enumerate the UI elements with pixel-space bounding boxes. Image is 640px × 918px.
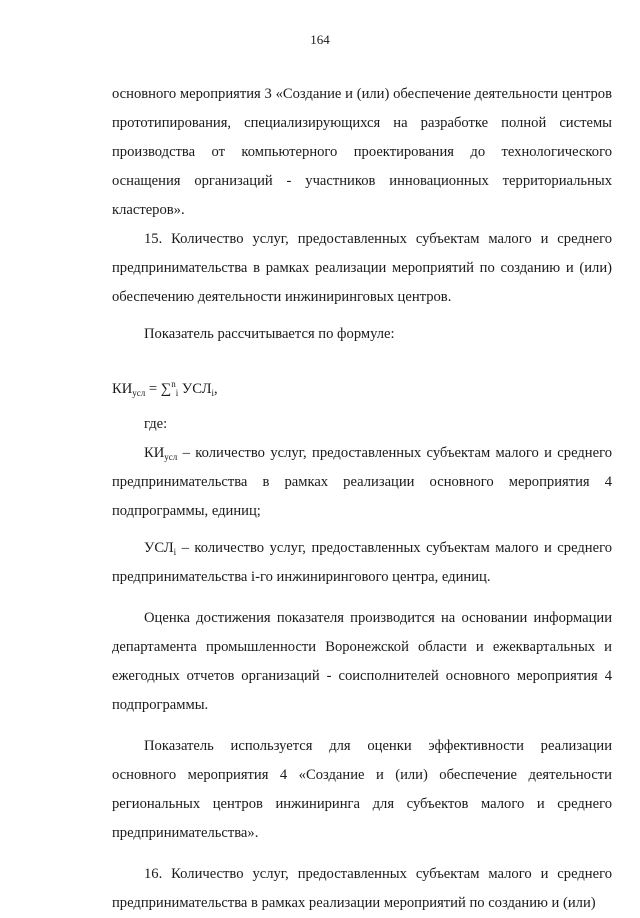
- definition-ki-text: – количество услуг, предоставленных субъектам малого и среднего предпринимательства в рамках реализации основного мероприятия 4 подпрограммы, единиц;: [112, 445, 612, 519]
- formula-lhs-subscript: усл: [132, 388, 146, 398]
- document-body: [112, 80, 612, 918]
- definition-usl-text: – количество услуг, предоставленных субъектам малого и среднего предпринимательства i-го инжинирингового центра, единиц.: [112, 540, 612, 585]
- formula-tail: ,: [214, 381, 218, 397]
- paragraph-indicator-16: 16. Количество услуг, предоставленных субъектам малого и среднего предпринимательства в рамках реализации мероприятий по созданию и (или): [112, 866, 612, 911]
- page-number: 164: [310, 32, 330, 47]
- formula-sum-upper: n: [171, 379, 176, 389]
- formula: [112, 375, 612, 404]
- formula-lhs: КИ: [112, 381, 133, 397]
- variable-usl: УСЛ: [144, 540, 174, 556]
- paragraph-continuation: основного мероприятия 3 «Создание и (или) обеспечение деятельности центров прототипирования, специализирующихся на разработке полной системы производства от компьютерного проектирования до технологического оснащения организаций - участников инновационных территориальных кластеров».: [112, 86, 612, 218]
- formula-sum-lower: i: [175, 388, 179, 398]
- paragraph-definition-ki: [112, 439, 612, 526]
- variable-ki: КИ: [144, 445, 165, 461]
- paragraph-where: где:: [144, 416, 168, 432]
- variable-usl-subscript: i: [173, 547, 177, 557]
- paragraph-formula-intro: Показатель рассчитывается по формуле:: [144, 326, 395, 342]
- variable-ki-subscript: усл: [164, 452, 178, 462]
- paragraph-definition-usl: [112, 534, 612, 592]
- paragraph-usage: Показатель используется для оценки эффективности реализации основного мероприятия 4 «Создание и (или) обеспечение деятельности региональных центров инжиниринга для субъектов малого и среднего предпринимательства».: [112, 738, 612, 841]
- paragraph-indicator-15: 15. Количество услуг, предоставленных субъектам малого и среднего предпринимательства в рамках реализации мероприятий по созданию и (или) обеспечению деятельности инжиниринговых центров.: [112, 231, 612, 305]
- formula-rhs: УСЛ: [178, 381, 212, 397]
- paragraph-assessment: Оценка достижения показателя производится на основании информации департамента промышленности Воронежской области и ежеквартальных и ежегодных отчетов организаций - соисполнителей основного мероприятия 4 подпрограммы.: [112, 610, 612, 713]
- formula-sum-symbol: ∑: [160, 381, 172, 397]
- formula-rhs-subscript: i: [211, 388, 214, 398]
- formula-equals: =: [145, 381, 161, 397]
